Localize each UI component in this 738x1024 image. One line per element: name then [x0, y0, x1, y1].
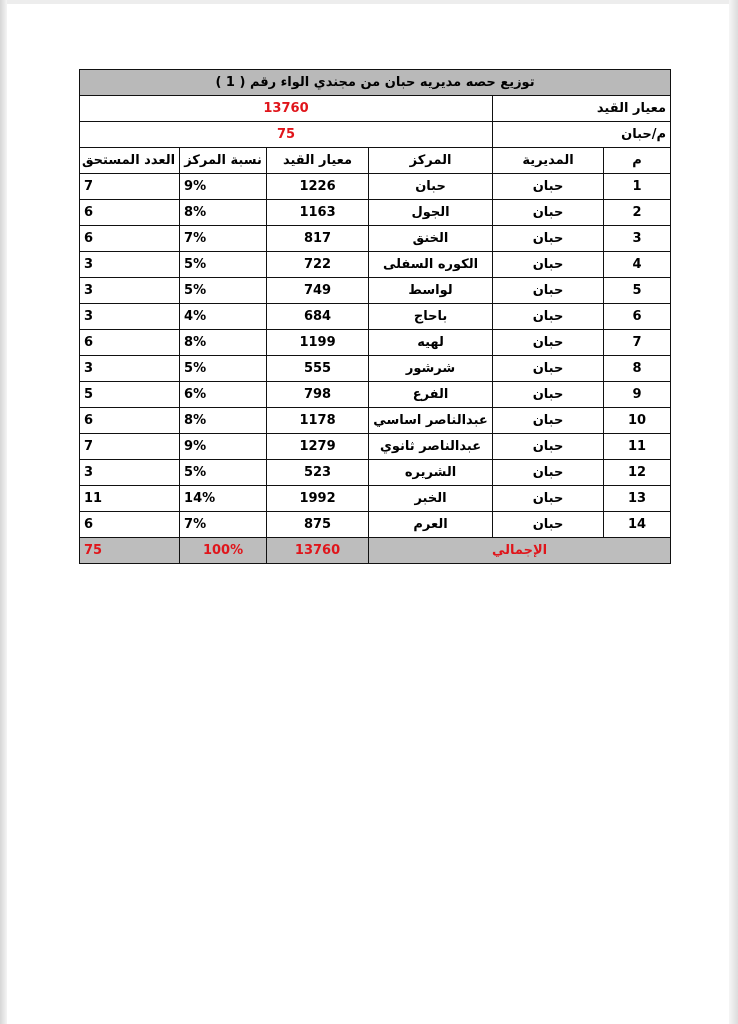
- cell-due: 3: [80, 278, 180, 304]
- table-row: [80, 408, 671, 434]
- title-row: [80, 70, 671, 96]
- cell-criterion: 1279: [267, 434, 369, 460]
- table-row: [80, 174, 671, 200]
- cell-center: عبدالناصر ثانوي: [369, 434, 493, 460]
- cell-due: 6: [80, 200, 180, 226]
- cell-directorate: حبان: [493, 434, 604, 460]
- col-header-ratio: نسبة المركز: [180, 148, 267, 174]
- cell-ratio: 8%: [180, 408, 267, 434]
- total-criterion: 13760: [267, 538, 369, 564]
- cell-criterion: 684: [267, 304, 369, 330]
- cell-ratio: 4%: [180, 304, 267, 330]
- distribution-table: [79, 69, 671, 564]
- cell-num: 2: [604, 200, 671, 226]
- cell-num: 12: [604, 460, 671, 486]
- cell-directorate: حبان: [493, 226, 604, 252]
- cell-ratio: 7%: [180, 226, 267, 252]
- col-header-num: م: [604, 148, 671, 174]
- table-row: [80, 252, 671, 278]
- cell-center: عبدالناصر اساسي: [369, 408, 493, 434]
- cell-num: 5: [604, 278, 671, 304]
- table-row: [80, 330, 671, 356]
- cell-due: 3: [80, 460, 180, 486]
- cell-center: شرشور: [369, 356, 493, 382]
- col-header-directorate: المديرية: [493, 148, 604, 174]
- cell-criterion: 817: [267, 226, 369, 252]
- cell-num: 3: [604, 226, 671, 252]
- cell-ratio: 5%: [180, 252, 267, 278]
- table-row: [80, 512, 671, 538]
- cell-directorate: حبان: [493, 356, 604, 382]
- cell-criterion: 555: [267, 356, 369, 382]
- cell-criterion: 749: [267, 278, 369, 304]
- cell-center: حبان: [369, 174, 493, 200]
- table-row: [80, 304, 671, 330]
- cell-ratio: 7%: [180, 512, 267, 538]
- cell-ratio: 8%: [180, 330, 267, 356]
- cell-directorate: حبان: [493, 460, 604, 486]
- table-row: [80, 434, 671, 460]
- cell-num: 9: [604, 382, 671, 408]
- cell-directorate: حبان: [493, 330, 604, 356]
- cell-criterion: 1226: [267, 174, 369, 200]
- cell-directorate: حبان: [493, 200, 604, 226]
- total-row: [80, 538, 671, 564]
- cell-center: العرم: [369, 512, 493, 538]
- cell-directorate: حبان: [493, 304, 604, 330]
- cell-due: 6: [80, 330, 180, 356]
- cell-ratio: 14%: [180, 486, 267, 512]
- cell-due: 5: [80, 382, 180, 408]
- cell-center: الفرع: [369, 382, 493, 408]
- cell-center: الجول: [369, 200, 493, 226]
- table-row: [80, 382, 671, 408]
- district-label: م/حبان: [493, 122, 671, 148]
- cell-ratio: 5%: [180, 460, 267, 486]
- cell-center: لواسط: [369, 278, 493, 304]
- cell-directorate: حبان: [493, 278, 604, 304]
- cell-criterion: 1163: [267, 200, 369, 226]
- table-row: [80, 356, 671, 382]
- cell-ratio: 5%: [180, 356, 267, 382]
- criterion-row: [80, 96, 671, 122]
- table-row: [80, 460, 671, 486]
- district-value: 75: [80, 122, 493, 148]
- cell-criterion: 798: [267, 382, 369, 408]
- table-row: [80, 486, 671, 512]
- cell-num: 10: [604, 408, 671, 434]
- cell-directorate: حبان: [493, 486, 604, 512]
- cell-num: 13: [604, 486, 671, 512]
- table-row: [80, 200, 671, 226]
- cell-center: الشريره: [369, 460, 493, 486]
- cell-due: 6: [80, 512, 180, 538]
- cell-criterion: 875: [267, 512, 369, 538]
- total-label: الإجمالي: [369, 538, 671, 564]
- cell-criterion: 523: [267, 460, 369, 486]
- col-header-due: العدد المستحق: [80, 148, 180, 174]
- cell-criterion: 1178: [267, 408, 369, 434]
- cell-ratio: 6%: [180, 382, 267, 408]
- cell-center: باحاج: [369, 304, 493, 330]
- cell-due: 7: [80, 434, 180, 460]
- table-row: [80, 278, 671, 304]
- cell-due: 3: [80, 356, 180, 382]
- cell-due: 3: [80, 304, 180, 330]
- cell-due: 6: [80, 408, 180, 434]
- page-edge-right: [729, 0, 738, 1024]
- cell-num: 14: [604, 512, 671, 538]
- table-row: [80, 226, 671, 252]
- cell-ratio: 5%: [180, 278, 267, 304]
- cell-ratio: 9%: [180, 434, 267, 460]
- col-header-center: المركز: [369, 148, 493, 174]
- cell-center: الكوره السفلى: [369, 252, 493, 278]
- page-edge-top: [0, 0, 738, 4]
- cell-ratio: 8%: [180, 200, 267, 226]
- cell-center: الخنق: [369, 226, 493, 252]
- total-due: 75: [80, 538, 180, 564]
- cell-due: 6: [80, 226, 180, 252]
- cell-num: 8: [604, 356, 671, 382]
- cell-num: 1: [604, 174, 671, 200]
- cell-directorate: حبان: [493, 382, 604, 408]
- cell-criterion: 722: [267, 252, 369, 278]
- col-header-criterion: معيار القيد: [267, 148, 369, 174]
- sheet-title: توزيع حصه مديريه حبان من مجندي الواء رقم ( 1 ): [80, 70, 671, 96]
- cell-center: الخبر: [369, 486, 493, 512]
- criterion-value: 13760: [80, 96, 493, 122]
- cell-directorate: حبان: [493, 512, 604, 538]
- cell-criterion: 1199: [267, 330, 369, 356]
- cell-directorate: حبان: [493, 408, 604, 434]
- cell-ratio: 9%: [180, 174, 267, 200]
- criterion-label: معيار القيد: [493, 96, 671, 122]
- cell-directorate: حبان: [493, 252, 604, 278]
- cell-due: 3: [80, 252, 180, 278]
- cell-num: 6: [604, 304, 671, 330]
- cell-num: 4: [604, 252, 671, 278]
- cell-center: لهيه: [369, 330, 493, 356]
- column-header-row: [80, 148, 671, 174]
- cell-due: 11: [80, 486, 180, 512]
- total-ratio: 100%: [180, 538, 267, 564]
- cell-directorate: حبان: [493, 174, 604, 200]
- district-row: [80, 122, 671, 148]
- cell-num: 11: [604, 434, 671, 460]
- cell-num: 7: [604, 330, 671, 356]
- cell-due: 7: [80, 174, 180, 200]
- cell-criterion: 1992: [267, 486, 369, 512]
- page-edge-left: [0, 0, 7, 1024]
